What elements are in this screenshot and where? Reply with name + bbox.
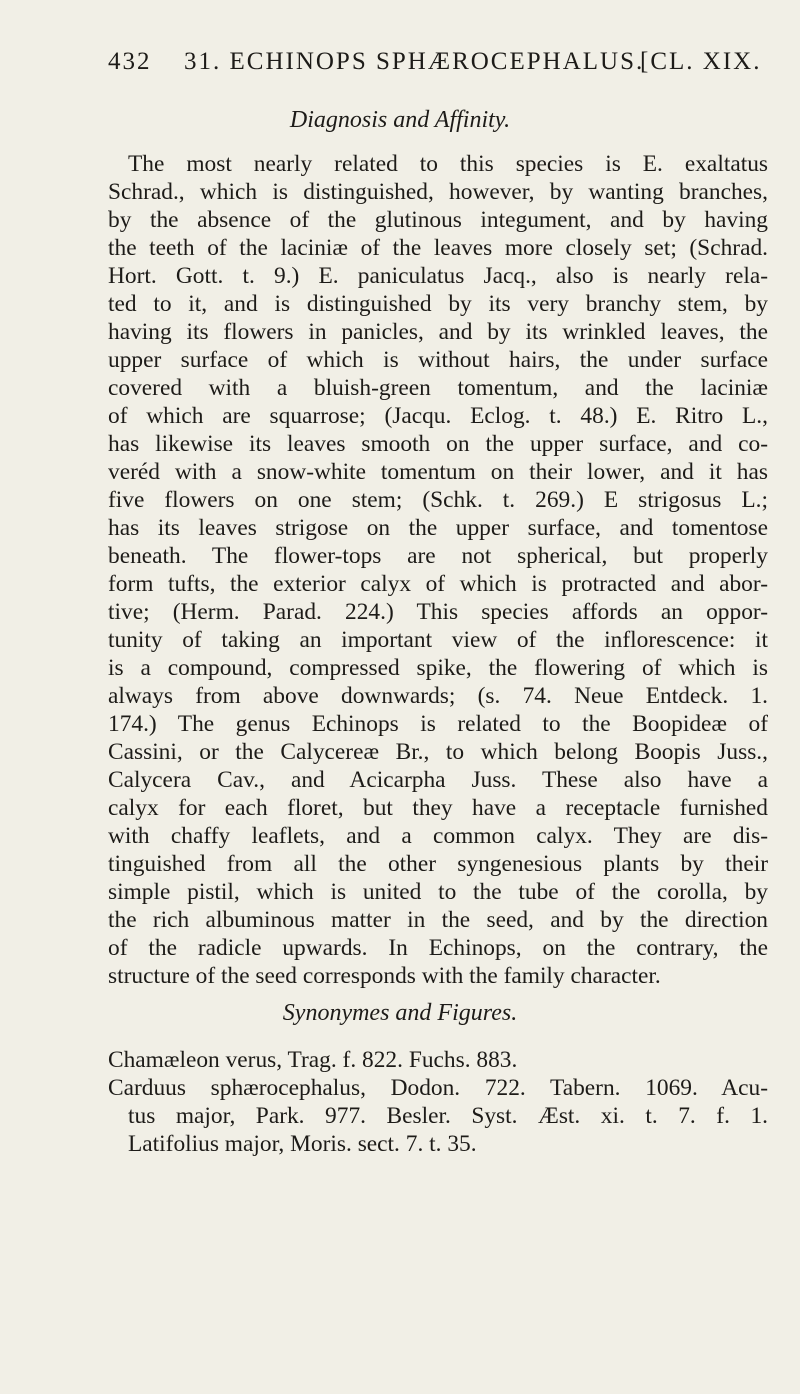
text-line: ted to it, and is distinguished by its very branchy stem, by xyxy=(108,291,768,317)
text-line: having its flowers in panicles, and by its wrinkled leaves, the xyxy=(108,319,768,345)
text-line: five flowers on one stem; (Schk. t. 269.) E strigosus L.; xyxy=(108,487,768,513)
text-line: beneath. The flower-tops are not spherical, but properly xyxy=(108,543,768,569)
text-line: Schrad., which is distinguished, however, by wanting branches, xyxy=(108,179,768,205)
text-line: by the absence of the glutinous integument, and by having xyxy=(108,207,768,233)
text-line: form tufts, the exterior calyx of which is protracted and abor- xyxy=(108,571,768,597)
text-line: with chaffy leaflets, and a common calyx. They are dis- xyxy=(108,823,768,849)
text-line: 174.) The genus Echinops is related to the Boopideæ of xyxy=(108,711,768,737)
text-line: always from above downwards; (s. 74. Neue Entdeck. 1. xyxy=(108,683,768,709)
class-label: [CL. XIX. xyxy=(640,48,762,75)
text-line: the rich albuminous matter in the seed, and by the direction xyxy=(108,907,768,933)
text-line: has likewise its leaves smooth on the upper surface, and co- xyxy=(108,431,768,457)
text-line: tunity of taking an important view of the inflorescence: it xyxy=(108,627,768,653)
text-line: structure of the seed corresponds with the family character. xyxy=(108,963,661,989)
synonym-line: Carduus sphærocephalus, Dodon. 722. Tabern. 1069. Acu- xyxy=(108,1075,768,1101)
section-heading-diagnosis: Diagnosis and Affinity. xyxy=(289,107,511,133)
text-line: Calycera Cav., and Acicarpha Juss. These also have a xyxy=(108,767,768,793)
text-line: upper surface of which is without hairs, the under surface xyxy=(108,347,768,373)
synonym-line: Latifolius major, Moris. sect. 7. t. 35. xyxy=(128,1131,477,1157)
running-title: 31. ECHINOPS SPHÆROCEPHALUS. xyxy=(184,48,645,75)
text-line: the teeth of the laciniæ of the leaves more closely set; (Schrad. xyxy=(108,235,768,261)
page-number: 432 xyxy=(108,48,152,75)
synonym-line: Chamæleon verus, Trag. f. 822. Fuchs. 883. xyxy=(108,1047,518,1073)
text-line: of the radicle upwards. In Echinops, on the contrary, the xyxy=(108,935,768,961)
text-line: covered with a bluish-green tomentum, and the laciniæ xyxy=(108,375,768,401)
text-line: veréd with a snow-white tomentum on their lower, and it has xyxy=(108,459,768,485)
text-line: tive; (Herm. Parad. 224.) This species affords an oppor- xyxy=(108,599,768,625)
text-line: calyx for each floret, but they have a receptacle furnished xyxy=(108,795,768,821)
text-line: is a compound, compressed spike, the flowering of which is xyxy=(108,655,768,681)
text-line: The most nearly related to this species is E. exaltatus xyxy=(128,151,768,177)
section-heading-synonymes: Synonymes and Figures. xyxy=(282,1000,518,1026)
running-header xyxy=(108,48,762,78)
text-line: Cassini, or the Calycereæ Br., to which belong Boopis Juss., xyxy=(108,739,768,765)
text-line: of which are squarrose; (Jacqu. Eclog. t. 48.) E. Ritro L., xyxy=(108,403,768,429)
synonym-line: tus major, Park. 977. Besler. Syst. Æst. xi. t. 7. f. 1. xyxy=(128,1103,768,1129)
text-line: Hort. Gott. t. 9.) E. paniculatus Jacq., also is nearly rela- xyxy=(108,263,768,289)
text-line: simple pistil, which is united to the tube of the corolla, by xyxy=(108,879,768,905)
text-line: tinguished from all the other syngenesious plants by their xyxy=(108,851,768,877)
text-line: has its leaves strigose on the upper surface, and tomentose xyxy=(108,515,768,541)
